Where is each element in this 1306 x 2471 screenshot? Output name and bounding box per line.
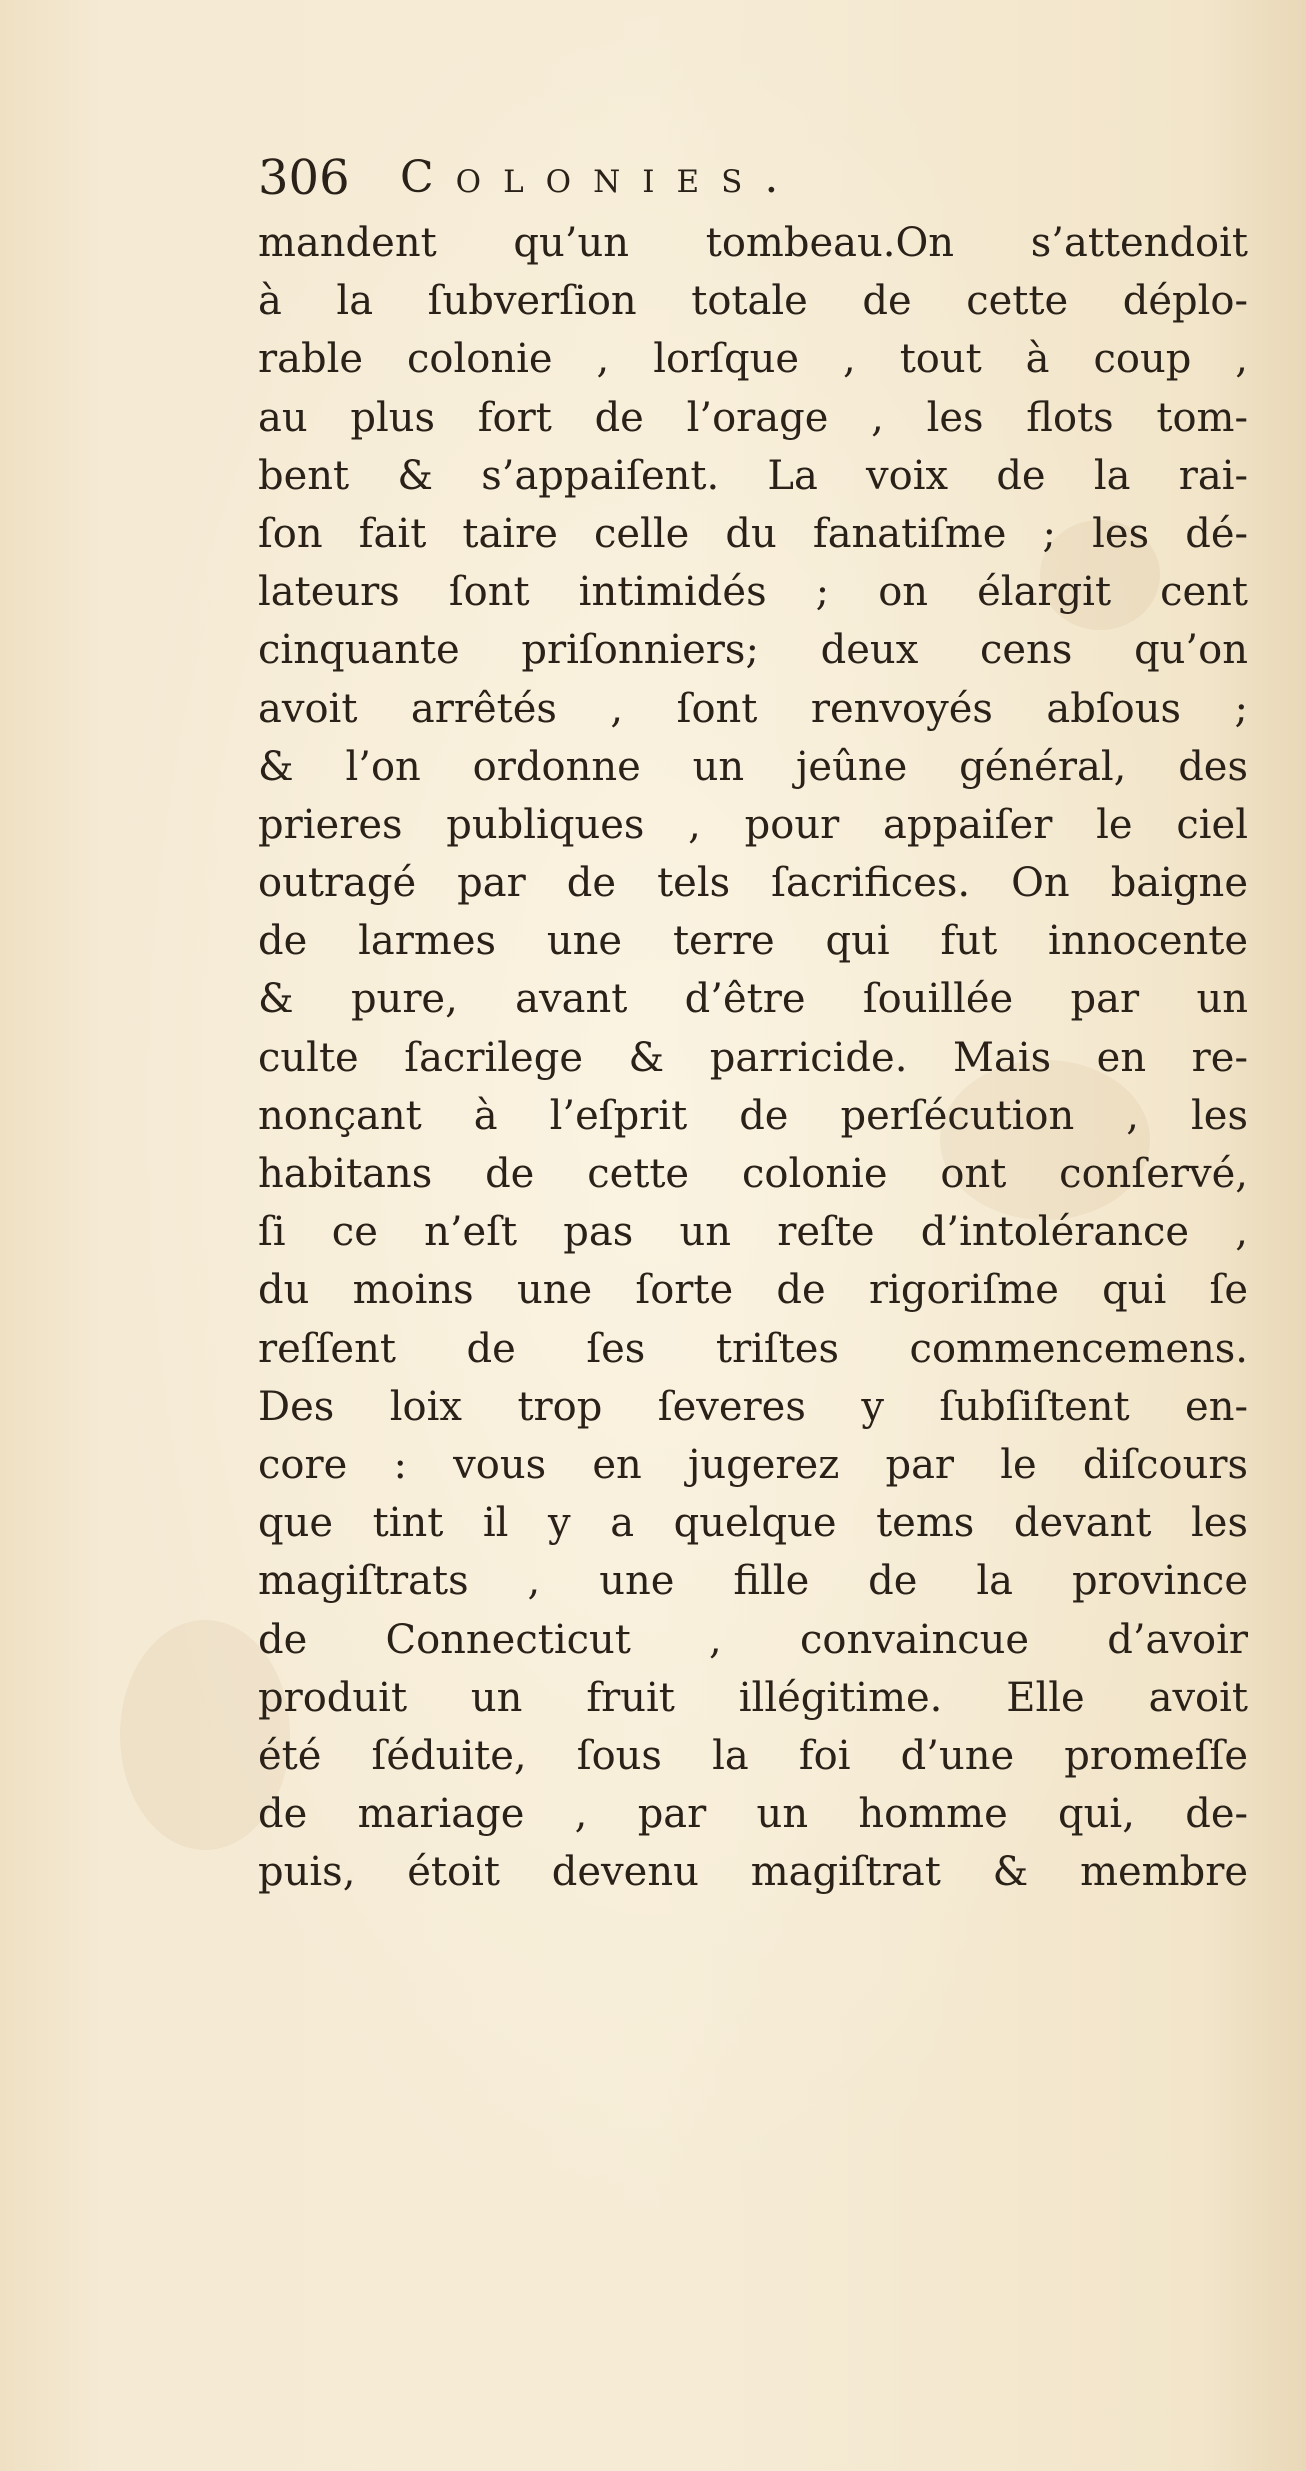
text-line: de mariage , par un homme qui, de- <box>258 1791 1248 1838</box>
text-line: été ſéduite, ſous la foi d’une promeſſe <box>258 1732 1248 1779</box>
text-line: au plus fort de l’orage , les flots tom- <box>258 394 1248 441</box>
text-line: cinquante priſonniers; deux cens qu’on <box>258 627 1248 674</box>
text-line: & pure, avant d’être ſouillée par un <box>258 976 1248 1023</box>
text-line: ſon fait taire celle du fanatiſme ; les dé- <box>258 510 1248 557</box>
text-line: à la ſubverſion totale de cette déplo- <box>258 278 1248 325</box>
text-line: outragé par de tels ſacrifices. On baigne <box>258 860 1248 907</box>
text-line: ſi ce n’eſt pas un reſte d’intolérance , <box>258 1209 1248 1256</box>
text-line: magiſtrats , une fille de la province <box>258 1558 1248 1605</box>
text-line: de Connecticut , convaincue d’avoir <box>258 1616 1248 1663</box>
text-line: Des loix trop ſeveres y ſubſiſtent en- <box>258 1383 1248 1430</box>
text-line: puis, étoit devenu magiſtrat & membre <box>258 1849 1248 1896</box>
text-line: que tint il y a quelque tems devant les <box>258 1500 1248 1547</box>
text-line: reſſent de ſes triſtes commencemens. <box>258 1325 1248 1372</box>
text-line: produit un fruit illégitime. Elle avoit <box>258 1674 1248 1721</box>
text-line: nonçant à l’eſprit de perſécution , les <box>258 1092 1248 1139</box>
text-line: culte ſacrilege & parricide. Mais en re- <box>258 1034 1248 1081</box>
text-line: lateurs ſont intimidés ; on élargit cent <box>258 569 1248 616</box>
body-text <box>258 214 1248 1901</box>
text-line: avoit arrêtés , ſont renvoyés abſous ; <box>258 685 1248 732</box>
text-line: core : vous en jugerez par le diſcours <box>258 1441 1248 1488</box>
text-line: bent & s’appaiſent. La voix de la rai- <box>258 452 1248 499</box>
text-line: du moins une ſorte de rigoriſme qui ſe <box>258 1267 1248 1314</box>
page-number: 306 <box>258 150 350 206</box>
text-line: habitans de cette colonie ont conſervé, <box>258 1151 1248 1197</box>
text-line: & l’on ordonne un jeûne général, des <box>258 743 1248 790</box>
running-head: Colonies. <box>400 152 801 203</box>
text-line: rable colonie , lorſque , tout à coup , <box>258 336 1248 383</box>
text-line: de larmes une terre qui fut innocente <box>258 918 1248 965</box>
text-line: prieres publiques , pour appaiſer le ciel <box>258 801 1248 848</box>
text-line: mandent qu’un tombeau.On s’attendoit <box>258 220 1248 266</box>
page-header <box>258 148 1258 208</box>
